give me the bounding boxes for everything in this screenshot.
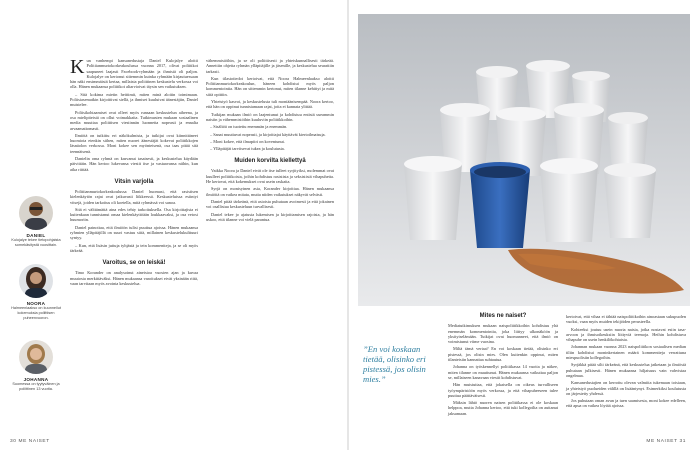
paragraph: Daniel painottaa, että ilmiöön tulisi puuttua ajoissa. Hänen mukaansa ryhmien ylläpitäjillä on suuri vastuu siitä, millainen keskustelukulttuuri syntyy. bbox=[70, 224, 198, 241]
person-name: NOORA bbox=[26, 301, 46, 306]
paragraph: Miltä tämä vertaa? En voi koskaan tietää, olisinko eri pistessä, jos olisin mies. Olen kuitenkin oppinut, miten tilanteisiin kannattaa suhtautua. bbox=[448, 346, 558, 363]
person-caption: Kulojalye tekee tietopohjaista somekäsitystä vuosittain. bbox=[11, 238, 61, 247]
paragraph: Vaikka Noora ja Daniel eivät ole itse tulleet syrjityiksi, molemmat ovat kuulleet poliitikoista, joihin kohdistuu rasistista ja seksististä vihapuhetta. He kertovat, että kokemukset ovat usein raskaita. bbox=[206, 168, 334, 185]
paragraph: Mediatutkimuksen mukaan naispoliitikkoihin kohdistuu yhä enemmän kommentointia, joka liittyy ulkonäköön ja yksityiselämään. Tutkijat ovat huomanneet, että ilmiö on voimistunut viime vuosina. bbox=[448, 323, 558, 345]
right-column-2 bbox=[566, 314, 686, 411]
paper-cup bbox=[540, 158, 598, 242]
blue-cup bbox=[470, 162, 530, 248]
paper-cup bbox=[608, 112, 648, 172]
left-column-1 bbox=[70, 58, 198, 288]
paragraph: Kun tilastotiedot kertoivat, että Noora Halmeenlaakso aloitti Politiianmurtokorkeakoulun, häneen kohdistui myös paljon kommentointia. Hän on sittemmin kertonut, miten tilanne kehittyi ja mitä siitä opittiin. bbox=[206, 75, 334, 97]
avatar bbox=[19, 264, 53, 298]
paragraph: Daniel tekee jo ajatusta lukemisen ja kirjoittamisen rajoista, ja hän uskoo, että tilanne voi vielä parantua. bbox=[206, 211, 334, 222]
paragraph: – Kun, että lisäsin juttuja tyhjästä ja tein kommentteja, ja se oli myös tärkeää. bbox=[70, 242, 198, 253]
paper-cup bbox=[604, 163, 656, 238]
subheading: Muiden korvilta kiellettyä bbox=[234, 158, 306, 165]
paragraph: Syrjä on monisyinen asia, Korander kirjoittaa. Hänen mukaansa ilmiöitä on vaikea mitata, mutta niiden vaikutukset näkyvät selvästi. bbox=[206, 186, 334, 197]
list-item: – Moni kokee, että ilmapiiri on koventunut. bbox=[210, 138, 285, 144]
list-item: – Ylläpitäjät tarvitsevat tukea ja koulutusta. bbox=[210, 146, 285, 152]
footer-right: ME NAISET 31 bbox=[646, 439, 686, 444]
avatar bbox=[19, 196, 53, 230]
profile-johanna bbox=[6, 340, 66, 392]
paragraph: Johanna on työskennellyt politiikassa 14 vuotta ja näkee, miten tilanne on muuttunut. Hänen mukaansa vaikuttaa paljon se, millaiseen kanavaan viestit kohdistuvat. bbox=[448, 364, 558, 380]
paragraph: Kansanedustajien on kerrottu olevan valmiita tukemaan toisiaan, ja yhteistyö puolueiden välillä on lisääntynyt. Esimerkiksi koulutusta on järjestetty yhdessä. bbox=[566, 380, 686, 396]
paragraph: Sitä ei välttämättä aina edes tehty tarkoituksella. Osa kirjoittajista ei kuitenkaan tunnistanut omaa kielenkäyttöään loukkaavaksi, ja osa vetosi huumoriin. bbox=[70, 206, 198, 223]
paragraph: Danielin oma ryhmä on kasvanut tasaisesti, ja keskustelua käydään päivittäin. Hän kertoo lukevansa viestit itse ja vastaavansa niihin, kun aika riittää. bbox=[70, 156, 198, 172]
person-caption: Suomessa on tyytyväinen ja poliittinen 13 vuotta. bbox=[12, 382, 60, 391]
profile-daniel bbox=[6, 196, 66, 248]
subheading: Vitsin varjolla bbox=[114, 178, 154, 185]
person-caption: Halmeenlaakso on kuunnellut kokemuksia poliittisen puheenvuoron. bbox=[11, 306, 61, 320]
paragraph: Jos puhutaan oman avun ja tuen saamisesta, moni kokee edelleen, että apua on vaikea löytää ajoissa. bbox=[566, 398, 686, 409]
paragraph: vähemmistöihin, ja se oli poliittisesti ja yhteiskunnallisesti tärkeää. Annettiin ohjeita ryhmän ylläpitäjille ja jäsenille, ja keskustelua seurattiin tarkasti. bbox=[206, 58, 334, 74]
paragraph: Syrjäkkä pitää silti tärkeänä, että keskustelua jatketaan ja ilmiöstä puhutaan julkisesti. Hänen mukaansa hiljaisuus vain vahvistaa ongelmaa. bbox=[566, 362, 686, 378]
left-column-2 bbox=[206, 58, 334, 224]
paragraph: Mäksin lähtö nuoren naisen politiikassa ei ole koskaan helppoa, mutta Johanna kertoo, että tuki kollegoilta on auttanut jaksamaan. bbox=[448, 400, 558, 416]
right-column-1 bbox=[448, 314, 558, 418]
avatar bbox=[19, 340, 53, 374]
profile-noora bbox=[6, 264, 66, 320]
bullet-list bbox=[206, 124, 334, 151]
person-name: JOHANNA bbox=[23, 377, 49, 382]
pull-quote: ”En voi koskaan tietää, olisinko eri pistessä, jos olisin mies.” bbox=[363, 344, 426, 384]
paragraph: – Sitä kokima mietin heittimit, miten minä aloitin toimimaan. Poliisiasematkin kirjoittivat siellä, ja ihmiset kuuluivat äänestäjiin, Daniel muistelee. bbox=[70, 91, 198, 108]
person-name: DANIEL bbox=[26, 233, 46, 238]
paragraph: Tutkijan mukaan ilmiö on laajentunut ja kohdistuu entistä useammin naisiin ja vähemmistöihin kuuluviin poliitikkoihin. bbox=[206, 111, 334, 122]
intro-paragraph: un vanhempi kansanedustaja Daniel Kulojalye aloitti Politiianmurtokorkeakoulussa vuonna 2017, olivat poliitikot saapuneet laajasti Facebook-ryhmään ja ihmisiä oli paljon. Kulojalye on kertonut sittemmin kuinka ryhmään kirjautuessaan hän näki ensimmäistä kertaa, millaista poliittinen keskustelu verkossa voi olla. Hänen mukaansa poliitikot aliarvioivat täysin sen vaikutuksen. bbox=[70, 58, 198, 90]
paragraph: Politiianmurtokorkeakoulussa Daniel huomasi, että rasistisen kielenkäytön rajat ovat jatkuvasti liikkeessä. Keskusteluissa esiintyi vitsejä, joiden tarkoitus oli koetella, mitä ryhmässä voi sanoa. bbox=[70, 188, 198, 205]
paragraph: Ilmiötä on tutkittu eri näkökulmista, ja tutkijat ovat kiinnittäneet huomiota etenkin siihen, miten nuoret äänestäjät kokevat poliitikkojen läsnäolon verkossa. Moni kokee sen myönteisenä, osa taas pitää sitä teennäisenä. bbox=[70, 132, 198, 154]
subheading: Varoitus, se on leiskä! bbox=[102, 260, 166, 267]
footer-left: 30 ME NAISET bbox=[10, 439, 50, 444]
list-item: – Sisältöä on tuotettu enemmän ja enemmän. bbox=[210, 124, 288, 130]
paper-cup bbox=[404, 156, 462, 240]
paragraph: Kohteeksi joutuu usein nuoria naisia, jotka nostavat esiin tasa-arvoon ja ihmisoikeuksiin liittyviä teemoja. Heihin kohdistuva vihapuhe on usein henkilökohtaista. bbox=[566, 326, 686, 343]
paragraph: Timo Korander on analysoinut aineistoa vuosien ajan ja kuvaa muutosta merkittäväksi. Hänen mukaansa varoitukset eivät yksinään riitä, vaan tarvitaan myös avointa keskustelua. bbox=[70, 270, 198, 286]
paragraph: Poliisikohtaamiset ovat olleet myös runsaan keskustelun aiheena, ja osa mielipiteistä on ollut voimakkaita. Tutkimusten mukaan sosiaalinen media muuttaa poliittisen viestinnän luonnetta nopeasti ja ennalta arvaamattomasti. bbox=[70, 109, 198, 131]
paragraph: Johannan mukaan vuonna 2023 naispoliitikon sosiaalisen median tiliin kohdistui moninkertainen määrä kommentteja verrattuna miespuolisiin kollegoihin. bbox=[566, 344, 686, 361]
paragraph: kertoivat, että vihaa ei tähtää naispoliitikoihin ainoastaan sukupuolen vuoksi, vaan myös muiden tekijöiden perusteella. bbox=[566, 314, 686, 325]
page-spine bbox=[347, 0, 349, 450]
section-title: Mites ne naiset? bbox=[479, 313, 527, 319]
paragraph: Daniel pitää tärkeänä, että asioista puhutaan avoimesti ja että jokainen voi osallistua keskusteluun turvallisesti. bbox=[206, 198, 334, 210]
paragraph: Yhteistyö kasvoi, ja keskustelusta tuli moniäänisempää. Noora kertoo, että hän on oppinut tunnistamaan rajat, joita ei kannata ylittää. bbox=[206, 99, 334, 110]
cups-photo bbox=[358, 14, 690, 306]
drop-cap: K bbox=[70, 56, 85, 78]
list-item: – Sanat muuttuvat nopeasti, ja kirjoittajat käyttävät kiertoilmaisuja. bbox=[210, 131, 326, 137]
paragraph: Hän muistuttaa, että jokaisella on oikeus turvalliseen työympäristöön myös verkossa, ja että vihapuheeseen tulee puuttua päättäväisesti. bbox=[448, 382, 558, 398]
